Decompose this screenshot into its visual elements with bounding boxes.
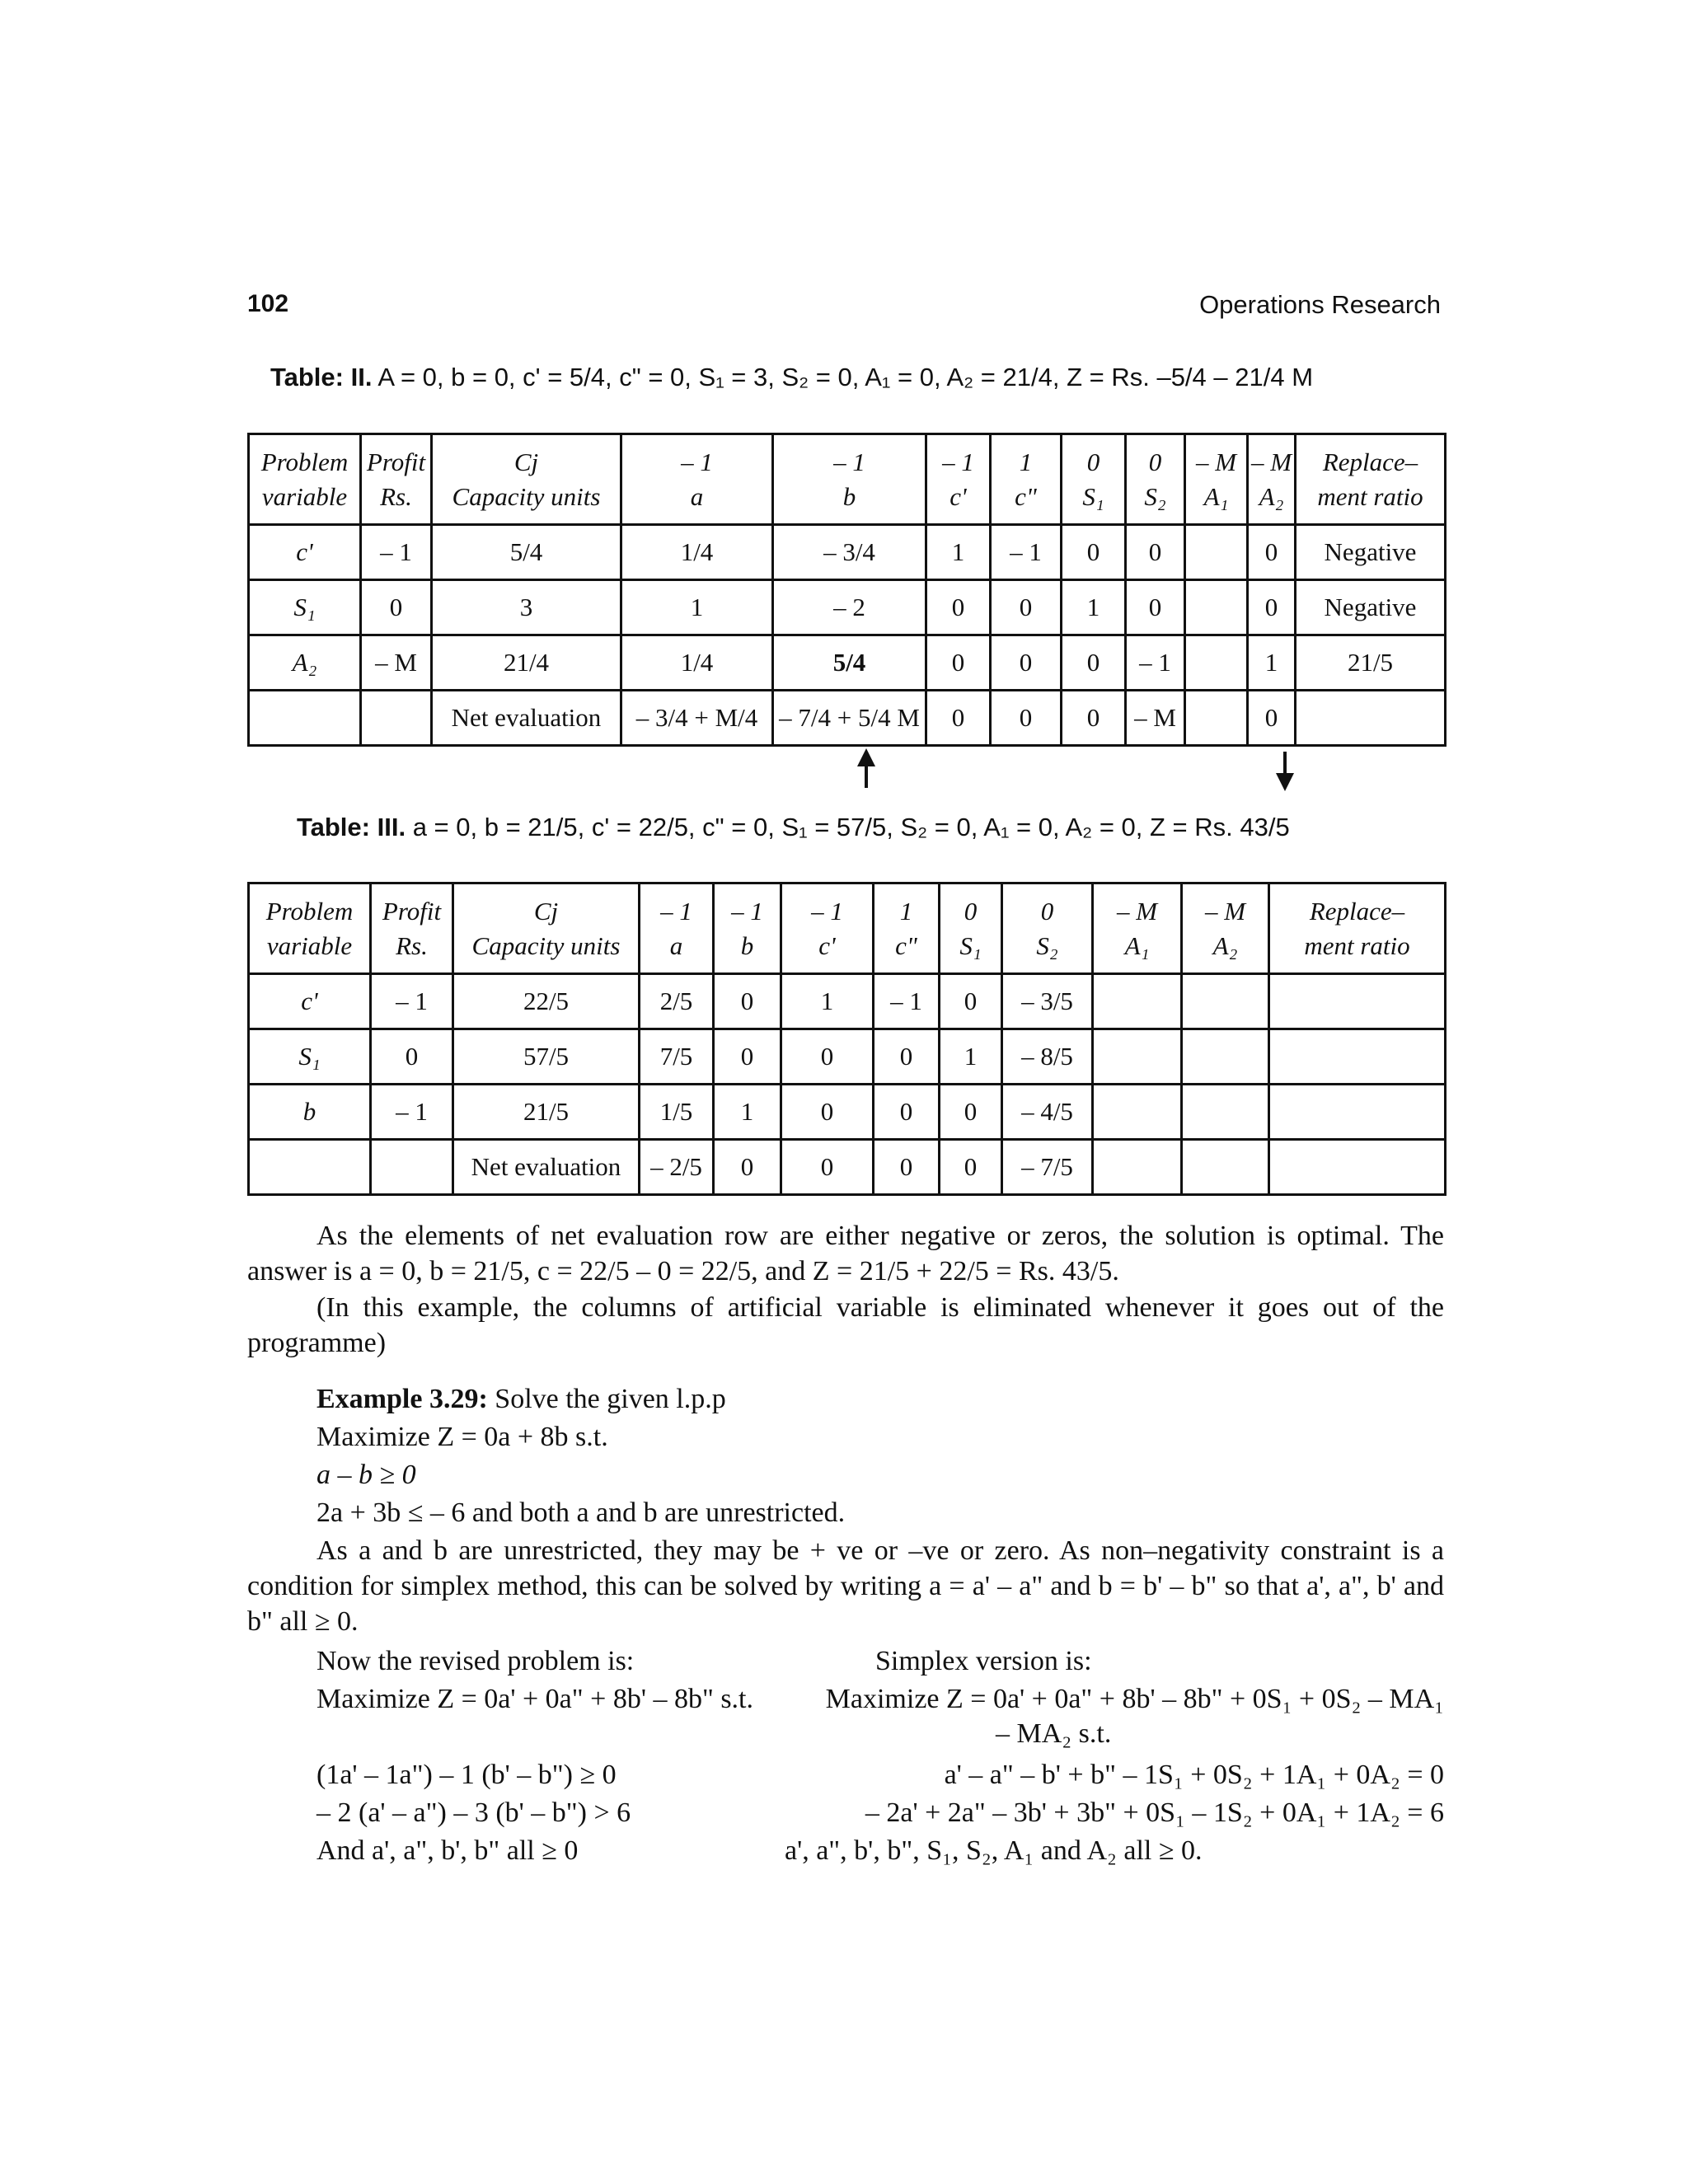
example-heading — [316, 1381, 726, 1417]
table-cell: 0 — [926, 635, 991, 691]
header-cell: – 1 a — [640, 883, 714, 974]
table-cell: – 3/5 — [1002, 974, 1093, 1029]
table-cell — [1269, 1085, 1446, 1140]
table-cell — [1296, 691, 1446, 746]
table-cell: 0 — [1126, 580, 1185, 635]
table-row — [249, 635, 1446, 691]
table-cell: – M — [361, 635, 432, 691]
table-cell: 1/5 — [640, 1085, 714, 1140]
table-cell: – 4/5 — [1002, 1085, 1093, 1140]
table-cell: – M — [1126, 691, 1185, 746]
table-cell — [249, 1140, 371, 1195]
table-cell: 57/5 — [453, 1029, 640, 1085]
table-cell: b — [249, 1085, 371, 1140]
table-cell — [361, 691, 432, 746]
header-cell: Profit Rs. — [361, 434, 432, 525]
table-cell: 1/4 — [621, 525, 773, 580]
table-cell — [1185, 580, 1248, 635]
table-cell — [1185, 635, 1248, 691]
table-cell: 0 — [1062, 635, 1126, 691]
header-cell: – M A₂ — [1248, 434, 1296, 525]
simplex-table-3 — [247, 882, 1447, 1196]
table-3-caption-text: a = 0, b = 21/5, c' = 22/5, c" = 0, S₁ = 57/5, S₂ = 0, A₁ = 0, A₂ = 0, Z = Rs. 43/5 — [412, 813, 1290, 841]
table-cell: – 3/4 + M/4 — [621, 691, 773, 746]
table-cell: 7/5 — [640, 1029, 714, 1085]
simplex-version-heading: Simplex version is: — [875, 1646, 1092, 1676]
table-cell: 21/4 — [432, 635, 621, 691]
simplex-nonnegativity: a', a", b', b", S₁, S₂, A₁ and A₂ all ≥ 0. — [785, 1835, 1203, 1866]
table-cell: c' — [249, 974, 371, 1029]
table-cell: 2/5 — [640, 974, 714, 1029]
example-label: Example 3.29: — [316, 1384, 488, 1414]
table-cell: 0 — [1062, 691, 1126, 746]
table-cell: – 1 — [874, 974, 940, 1029]
table-cell: – 7/5 — [1002, 1140, 1093, 1195]
table-cell: 0 — [874, 1029, 940, 1085]
header-cell: – 1 c' — [926, 434, 991, 525]
entering-column-arrow-up-icon — [865, 752, 868, 788]
table-cell: 1 — [621, 580, 773, 635]
table-2-header-row — [249, 434, 1446, 525]
table-cell: 0 — [926, 580, 991, 635]
table-2-caption-label: Table: II. — [270, 363, 373, 391]
table-cell: 0 — [991, 691, 1062, 746]
table-cell — [1182, 1085, 1269, 1140]
table-cell: Net evaluation — [432, 691, 621, 746]
table-cell: 21/5 — [453, 1085, 640, 1140]
table-row — [249, 1085, 1446, 1140]
table-3-caption — [297, 813, 1290, 842]
example-text: Solve the given l.p.p — [487, 1384, 726, 1414]
table-cell: – 1 — [1126, 635, 1185, 691]
table-cell: – 2 — [773, 580, 926, 635]
table-cell: S₁ — [249, 1029, 371, 1085]
table-cell: 0 — [874, 1140, 940, 1195]
table-cell: – 1 — [991, 525, 1062, 580]
table-cell: 0 — [781, 1085, 874, 1140]
header-cell: – M A₁ — [1093, 883, 1182, 974]
table-row — [249, 525, 1446, 580]
table-cell — [1182, 974, 1269, 1029]
table-cell — [1093, 1140, 1182, 1195]
net-evaluation-row — [249, 1140, 1446, 1195]
table-2-caption — [270, 363, 1313, 392]
table-cell: S₁ — [249, 580, 361, 635]
revised-constraint-1: (1a' – 1a") – 1 (b' – b") ≥ 0 — [316, 1760, 617, 1790]
running-head: Operations Research — [1199, 290, 1441, 319]
table-cell — [1093, 1085, 1182, 1140]
revised-problem-heading: Now the revised problem is: — [316, 1646, 635, 1676]
revised-constraint-2: – 2 (a' – a") – 3 (b' – b") > 6 — [316, 1797, 631, 1828]
constraint-2: 2a + 3b ≤ – 6 and both a and b are unrestricted. — [316, 1497, 846, 1528]
table-cell — [1185, 691, 1248, 746]
table-cell: 1 — [1248, 635, 1296, 691]
table-cell — [1182, 1029, 1269, 1085]
table-3-caption-label: Table: III. — [297, 813, 406, 841]
header-cell: Replace– ment ratio — [1269, 883, 1446, 974]
table-cell: 0 — [1126, 525, 1185, 580]
table-cell: – 7/4 + 5/4 M — [773, 691, 926, 746]
header-cell: 0 S₂ — [1002, 883, 1093, 974]
table-cell: Negative — [1296, 525, 1446, 580]
table-cell: 3 — [432, 580, 621, 635]
table-cell: 1 — [714, 1085, 781, 1140]
header-cell: – 1 b — [714, 883, 781, 974]
table-cell: 5/4 — [432, 525, 621, 580]
unrestricted-paragraph: As a and b are unrestricted, they may be + ve or –ve or zero. As non–negativity constraint is a condition for simplex method, this can be solved by writing a = a' – a" and b = b' – b" so that a', a", b' and b" all ≥ 0. — [247, 1535, 1444, 1637]
table-cell: 0 — [940, 1085, 1002, 1140]
simplex-constraint-2: – 2a' + 2a" – 3b' + 3b" + 0S₁ – 1S₂ + 0A₁ + 1A₂ = 6 — [865, 1797, 1444, 1828]
table-cell: 0 — [361, 580, 432, 635]
header-cell: 1 c" — [991, 434, 1062, 525]
revised-objective: Maximize Z = 0a' + 0a" + 8b' – 8b" s.t. — [316, 1684, 754, 1714]
table-cell: – 3/4 — [773, 525, 926, 580]
artificial-variable-note: (In this example, the columns of artificial variable is eliminated whenever it goes out of the programme) — [247, 1292, 1444, 1358]
table-cell — [1093, 1029, 1182, 1085]
page-number: 102 — [247, 290, 289, 317]
table-cell: 0 — [781, 1140, 874, 1195]
table-cell: – 1 — [361, 525, 432, 580]
table-cell — [249, 691, 361, 746]
table-cell: 0 — [1248, 580, 1296, 635]
table-cell: 0 — [781, 1029, 874, 1085]
table-cell: 0 — [714, 974, 781, 1029]
simplex-objective-line-1: Maximize Z = 0a' + 0a" + 8b' – 8b" + 0S₁ + 0S₂ – MA₁ — [825, 1684, 1444, 1714]
simplex-objective-line-2: – MA₂ s.t. — [996, 1718, 1112, 1749]
table-cell — [371, 1140, 453, 1195]
header-cell: Problem variable — [249, 434, 361, 525]
objective-line: Maximize Z = 0a + 8b s.t. — [316, 1422, 608, 1452]
table-cell: 0 — [1248, 691, 1296, 746]
simplex-constraint-1: a' – a" – b' + b" – 1S₁ + 0S₂ + 1A₁ + 0A₂ = 0 — [944, 1760, 1444, 1790]
table-cell: 0 — [874, 1085, 940, 1140]
table-cell — [1269, 1029, 1446, 1085]
table-cell: c' — [249, 525, 361, 580]
leaving-column-arrow-down-icon — [1283, 752, 1287, 788]
table-cell: 0 — [714, 1140, 781, 1195]
header-cell: Replace– ment ratio — [1296, 434, 1446, 525]
table-cell: 1 — [781, 974, 874, 1029]
header-cell: – 1 c' — [781, 883, 874, 974]
header-cell: Cj Capacity units — [453, 883, 640, 974]
table-2-caption-text: A = 0, b = 0, c' = 5/4, c" = 0, S₁ = 3, S₂ = 0, A₁ = 0, A₂ = 21/4, Z = Rs. –5/4 – 21/4 M — [377, 363, 1314, 391]
header-cell: 0 S₁ — [940, 883, 1002, 974]
table-cell: – 2/5 — [640, 1140, 714, 1195]
table-cell: 0 — [940, 1140, 1002, 1195]
table-row — [249, 580, 1446, 635]
constraint-1: a – b ≥ 0 — [316, 1460, 416, 1490]
table-cell: 1 — [940, 1029, 1002, 1085]
table-3-header-row — [249, 883, 1446, 974]
table-cell: 0 — [714, 1029, 781, 1085]
header-cell: 0 S₁ — [1062, 434, 1126, 525]
header-cell: 0 S₂ — [1126, 434, 1185, 525]
table-row — [249, 974, 1446, 1029]
table-cell: 22/5 — [453, 974, 640, 1029]
header-cell: – M A₂ — [1182, 883, 1269, 974]
header-cell: Profit Rs. — [371, 883, 453, 974]
header-cell: – M A₁ — [1185, 434, 1248, 525]
table-cell: 0 — [371, 1029, 453, 1085]
table-cell — [1182, 1140, 1269, 1195]
table-cell: – 1 — [371, 1085, 453, 1140]
table-cell: Net evaluation — [453, 1140, 640, 1195]
header-cell: – 1 a — [621, 434, 773, 525]
table-cell: A₂ — [249, 635, 361, 691]
net-evaluation-row — [249, 691, 1446, 746]
table-cell: 0 — [991, 635, 1062, 691]
optimality-paragraph: As the elements of net evaluation row are either negative or zeros, the solution is optimal. The answer is a = 0, b = 21/5, c = 22/5 – 0 = 22/5, and Z = 21/5 + 22/5 = Rs. 43/5. — [247, 1221, 1444, 1286]
simplex-table-2 — [247, 433, 1447, 747]
table-cell: 1/4 — [621, 635, 773, 691]
table-cell: 21/5 — [1296, 635, 1446, 691]
table-cell: 0 — [1248, 525, 1296, 580]
table-cell: – 8/5 — [1002, 1029, 1093, 1085]
header-cell: Cj Capacity units — [432, 434, 621, 525]
table-cell: Negative — [1296, 580, 1446, 635]
table-row — [249, 1029, 1446, 1085]
revised-nonnegativity: And a', a", b', b" all ≥ 0 — [316, 1835, 579, 1866]
table-cell: 0 — [926, 691, 991, 746]
table-cell: 0 — [1062, 525, 1126, 580]
table-cell — [1093, 974, 1182, 1029]
header-cell: 1 c" — [874, 883, 940, 974]
header-cell: Problem variable — [249, 883, 371, 974]
table-cell — [1269, 974, 1446, 1029]
table-cell: 1 — [1062, 580, 1126, 635]
table-cell — [1269, 1140, 1446, 1195]
header-cell: – 1 b — [773, 434, 926, 525]
table-cell: – 1 — [371, 974, 453, 1029]
table-cell: 0 — [991, 580, 1062, 635]
table-cell — [1185, 525, 1248, 580]
pivot-cell: 5/4 — [773, 635, 926, 691]
table-cell: 1 — [926, 525, 991, 580]
table-cell: 0 — [940, 974, 1002, 1029]
